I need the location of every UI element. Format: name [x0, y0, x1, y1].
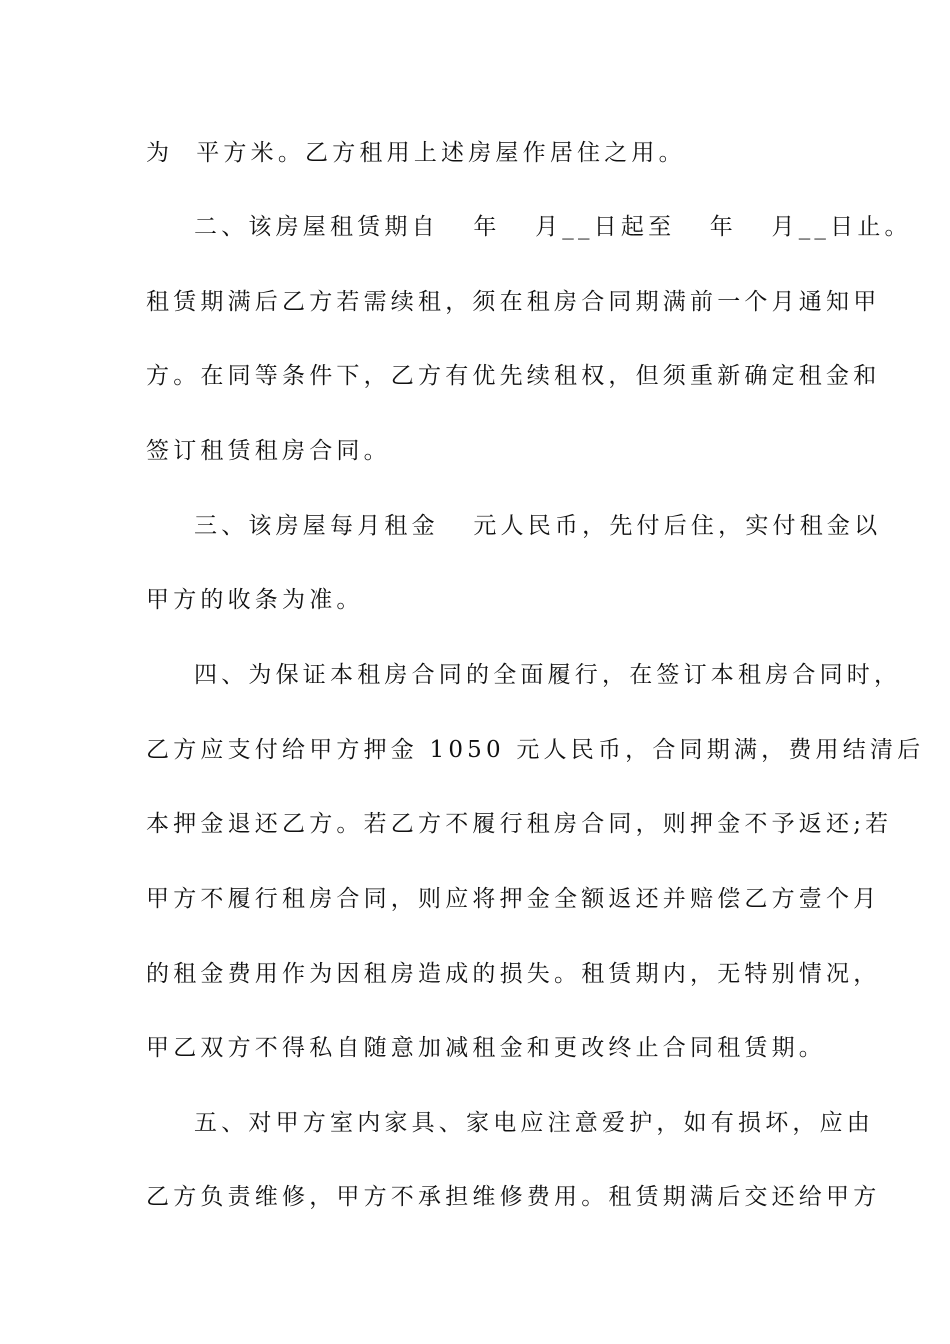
- text-line: 甲方的收条为准。: [146, 587, 364, 613]
- clause-2-heading-line: 二、该房屋租赁期自 年 月__日起至 年 月__日止。: [194, 214, 912, 240]
- text-line: 签订租赁租房合同。: [146, 438, 391, 464]
- text-line: 甲乙双方不得私自随意加减租金和更改终止合同租赁期。: [146, 1035, 826, 1061]
- clause-5-heading-line: 五、对甲方室内家具、家电应注意爱护，如有损坏，应由: [194, 1110, 874, 1136]
- text-line: 乙方负责维修，甲方不承担维修费用。租赁期满后交还给甲方: [146, 1184, 881, 1210]
- text-line: 的租金费用作为因租房造成的损失。租赁期内，无特别情况，: [146, 961, 881, 987]
- text-line: 为 平方米。乙方租用上述房屋作居住之用。: [146, 140, 686, 166]
- text-line: 方。在同等条件下，乙方有优先续租权，但须重新确定租金和: [146, 363, 881, 389]
- clause-3-heading-line: 三、该房屋每月租金 元人民币，先付后住，实付租金以: [194, 513, 882, 539]
- clause-4-heading-line: 四、为保证本租房合同的全面履行，在签订本租房合同时，: [194, 662, 902, 688]
- text-line: 乙方应支付给甲方押金 1050 元人民币，合同期满，费用结清后: [146, 737, 925, 763]
- text-line: 甲方不履行租房合同，则应将押金全额返还并赔偿乙方壹个月: [146, 886, 881, 912]
- text-line: 本押金退还乙方。若乙方不履行租房合同，则押金不予返还;若: [146, 811, 893, 837]
- text-line: 租赁期满后乙方若需续租，须在租房合同期满前一个月通知甲: [146, 289, 881, 315]
